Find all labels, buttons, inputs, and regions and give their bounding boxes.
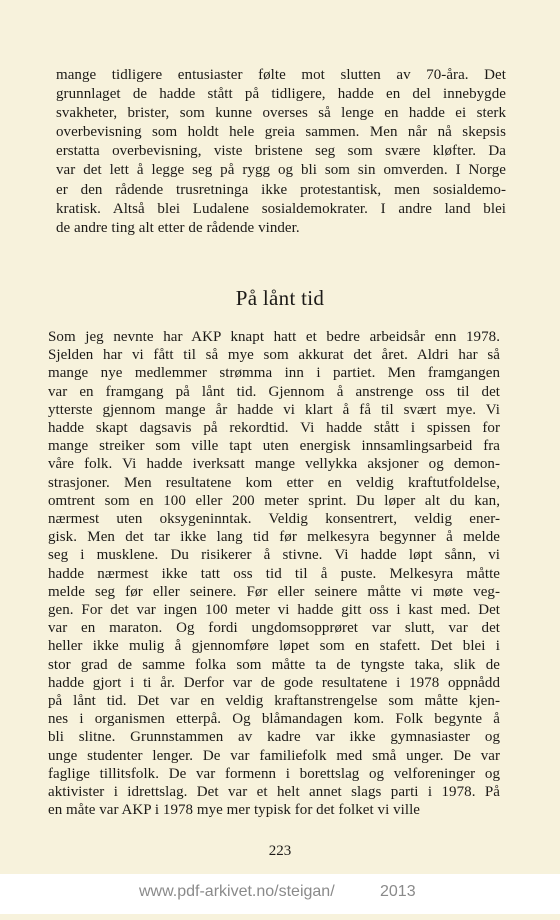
body-line: gen. For det var ingen 100 meter vi hadde gitt oss i kast med. Det	[48, 602, 500, 619]
body-line: var en framgang på lånt tid. Gjennom å anstrenge oss til det	[48, 383, 500, 400]
body-line: seg i musklene. Du risikerer å stivne. Vi hadde løpt sånn, vi	[48, 547, 500, 564]
body-line: aktivister i idrettslag. Det var et helt annet slags parti i 1978. På	[48, 784, 500, 801]
intro-line: kratisk. Altså blei Ludalene sosialdemokrater. I andre land blei	[56, 200, 506, 217]
footer-bar	[0, 874, 560, 914]
intro-line: svakheter, brister, som kunne overses så lenge en hadde ei sterk	[56, 105, 506, 122]
body-line: Som jeg nevnte har AKP knapt hatt et bedre arbeidsår enn 1978.	[48, 329, 500, 345]
body-line: mange streiker som ville tapt uten energisk innsamlingsarbeid fra	[48, 438, 500, 455]
body-line: hadde skapt dagsavis på rekordtid. Vi hadde stått i spissen for	[48, 420, 500, 437]
body-line: stor grad de samme folka som måtte ta de tyngste taka, slik de	[48, 656, 500, 673]
body-line: gisk. Men det tar ikke lang tid før melkesyra begynner å melde	[48, 529, 500, 546]
body-line: våre folk. Vi hadde iverksatt mange vellykka aksjoner og demon-	[48, 456, 500, 473]
page-number: 223	[268, 843, 292, 859]
body-line: hadde gjort i ti år. Derfor var de gode resultatene i 1978 oppnådd	[48, 674, 500, 691]
intro-paragraph	[56, 66, 506, 238]
body-line: unge studenter lenger. De var familiefolk med små unger. De var	[48, 747, 500, 764]
intro-line: mange tidligere entusiaster følte mot slutten av 70-åra. Det	[56, 67, 506, 83]
body-line: var en maraton. Og fordi ungdomsopprøret var slutt, var det	[48, 620, 500, 637]
body-line: faglige tillitsfolk. De var formenn i borettslag og velforeninger og	[48, 765, 500, 782]
body-paragraph	[48, 328, 500, 819]
body-line: ytterste gjennom mange år hadde vi klart å få til svært mye. Vi	[48, 401, 500, 418]
intro-line: er den rådende trusretninga ikke protestantisk, men sosialdemo-	[56, 181, 506, 198]
body-line: strasjoner. Men resultatene kom etter en veldig kraftutfoldelse,	[48, 474, 500, 491]
body-line: omtrent som en 100 eller 200 meter sprint. Du løper alt du kan,	[48, 492, 500, 509]
footer-url[interactable]: www.pdf-arkivet.no/steigan/	[139, 883, 335, 900]
intro-line: de andre ting alt etter de rådende vinder.	[56, 219, 300, 236]
intro-line: var det lett å legge seg på rygg og bli som sin omverden. I Norge	[56, 162, 506, 179]
body-line: nes i organismen etterpå. Og blåmandagen kom. Folk begynte å	[48, 711, 500, 728]
body-line: bli slitne. Grunnstammen av kadre var ikke gymnasiaster og	[48, 729, 500, 746]
body-line: mange nye medlemmer strømma inn i partiet. Men framgangen	[48, 365, 500, 382]
footer-year: 2013	[380, 883, 416, 900]
intro-line: erstatta overbevisning, viste bristene seg som svære kløfter. Da	[56, 143, 506, 160]
intro-line: overbevisning som holdt hele greia sammen. Men når nå skepsis	[56, 124, 506, 141]
body-line: hadde nærmest ikke tatt oss tid til å puste. Melkesyra måtte	[48, 565, 500, 582]
body-line: på lånt tid. Det var en veldig kraftanstrengelse som måtte kjen-	[48, 693, 500, 710]
section-heading: På lånt tid	[235, 286, 325, 310]
body-line: en måte var AKP i 1978 mye mer typisk for det folket vi ville	[48, 802, 420, 819]
body-line: Sjelden har vi fått til så mye som akkurat det året. Aldri har så	[48, 347, 500, 364]
body-line: nærmest uten oksygeninntak. Veldig konsentrert, veldig ener-	[48, 511, 500, 528]
intro-line: grunnlaget de hadde stått på tidligere, hadde en del innebygde	[56, 86, 506, 103]
body-line: melde seg før eller seinere. Før eller seinere måtte vi møte veg-	[48, 583, 500, 600]
body-line: heller ikke mulig å gjennomføre løpet som en stafett. Det blei i	[48, 638, 500, 655]
